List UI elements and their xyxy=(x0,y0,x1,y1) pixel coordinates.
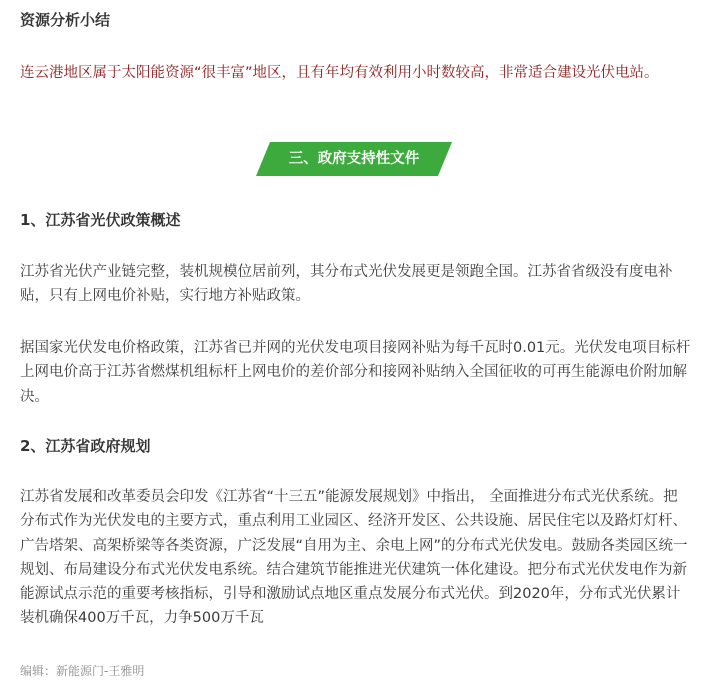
section1-heading: 1、江苏省光伏政策概述 xyxy=(20,211,181,229)
section-banner xyxy=(256,142,452,176)
editor-credit: 编辑：新能源门-王雅明 xyxy=(20,664,145,678)
section2-paragraph-1: 江苏省发展和改革委员会印发《江苏省“十三五”能源发展规划》中指出， 全面推进分布式光伏系统。把分布式作为光伏发电的主要方式，重点利用工业园区、经济开发区、公共设施、居民住宅以及路灯灯杆、广告塔架、高架桥梁等各类资源，广泛发展“自用为主、余电上网”的分布式光伏发电。鼓励各类园区统一规划、布局建设分布式光伏发电系统。结合建筑节能推进光伏建筑一体化建设。把分布式光伏发电作为新能源试点示范的重要考核指标，引导和激励试点地区重点发展分布式光伏。到2020年，分布式光伏累计装机确保400万千瓦，力争500万千瓦 xyxy=(20,489,688,627)
section1-paragraph-1: 江苏省光伏产业链完整，装机规模位居前列，其分布式光伏发展更是领跑全国。江苏省省级没有度电补贴，只有上网电价补贴，实行地方补贴政策。 xyxy=(20,264,673,305)
summary-heading: 资源分析小结 xyxy=(20,11,111,29)
section1-paragraph-2: 据国家光伏发电价格政策，江苏省已并网的光伏发电项目接网补贴为每千瓦时0.01元。光伏发电项目标杆上网电价高于江苏省燃煤机组标杆上网电价的差价部分和接网补贴纳入全国征收的可再生能源电价附加解决。 xyxy=(20,340,691,405)
banner-title: 三、政府支持性文件 xyxy=(288,151,420,167)
summary-text: 连云港地区属于太阳能资源“很丰富”地区，且有年均有效利用小时数较高，非常适合建设光伏电站。 xyxy=(20,65,659,81)
section2-heading: 2、江苏省政府规划 xyxy=(20,437,151,455)
